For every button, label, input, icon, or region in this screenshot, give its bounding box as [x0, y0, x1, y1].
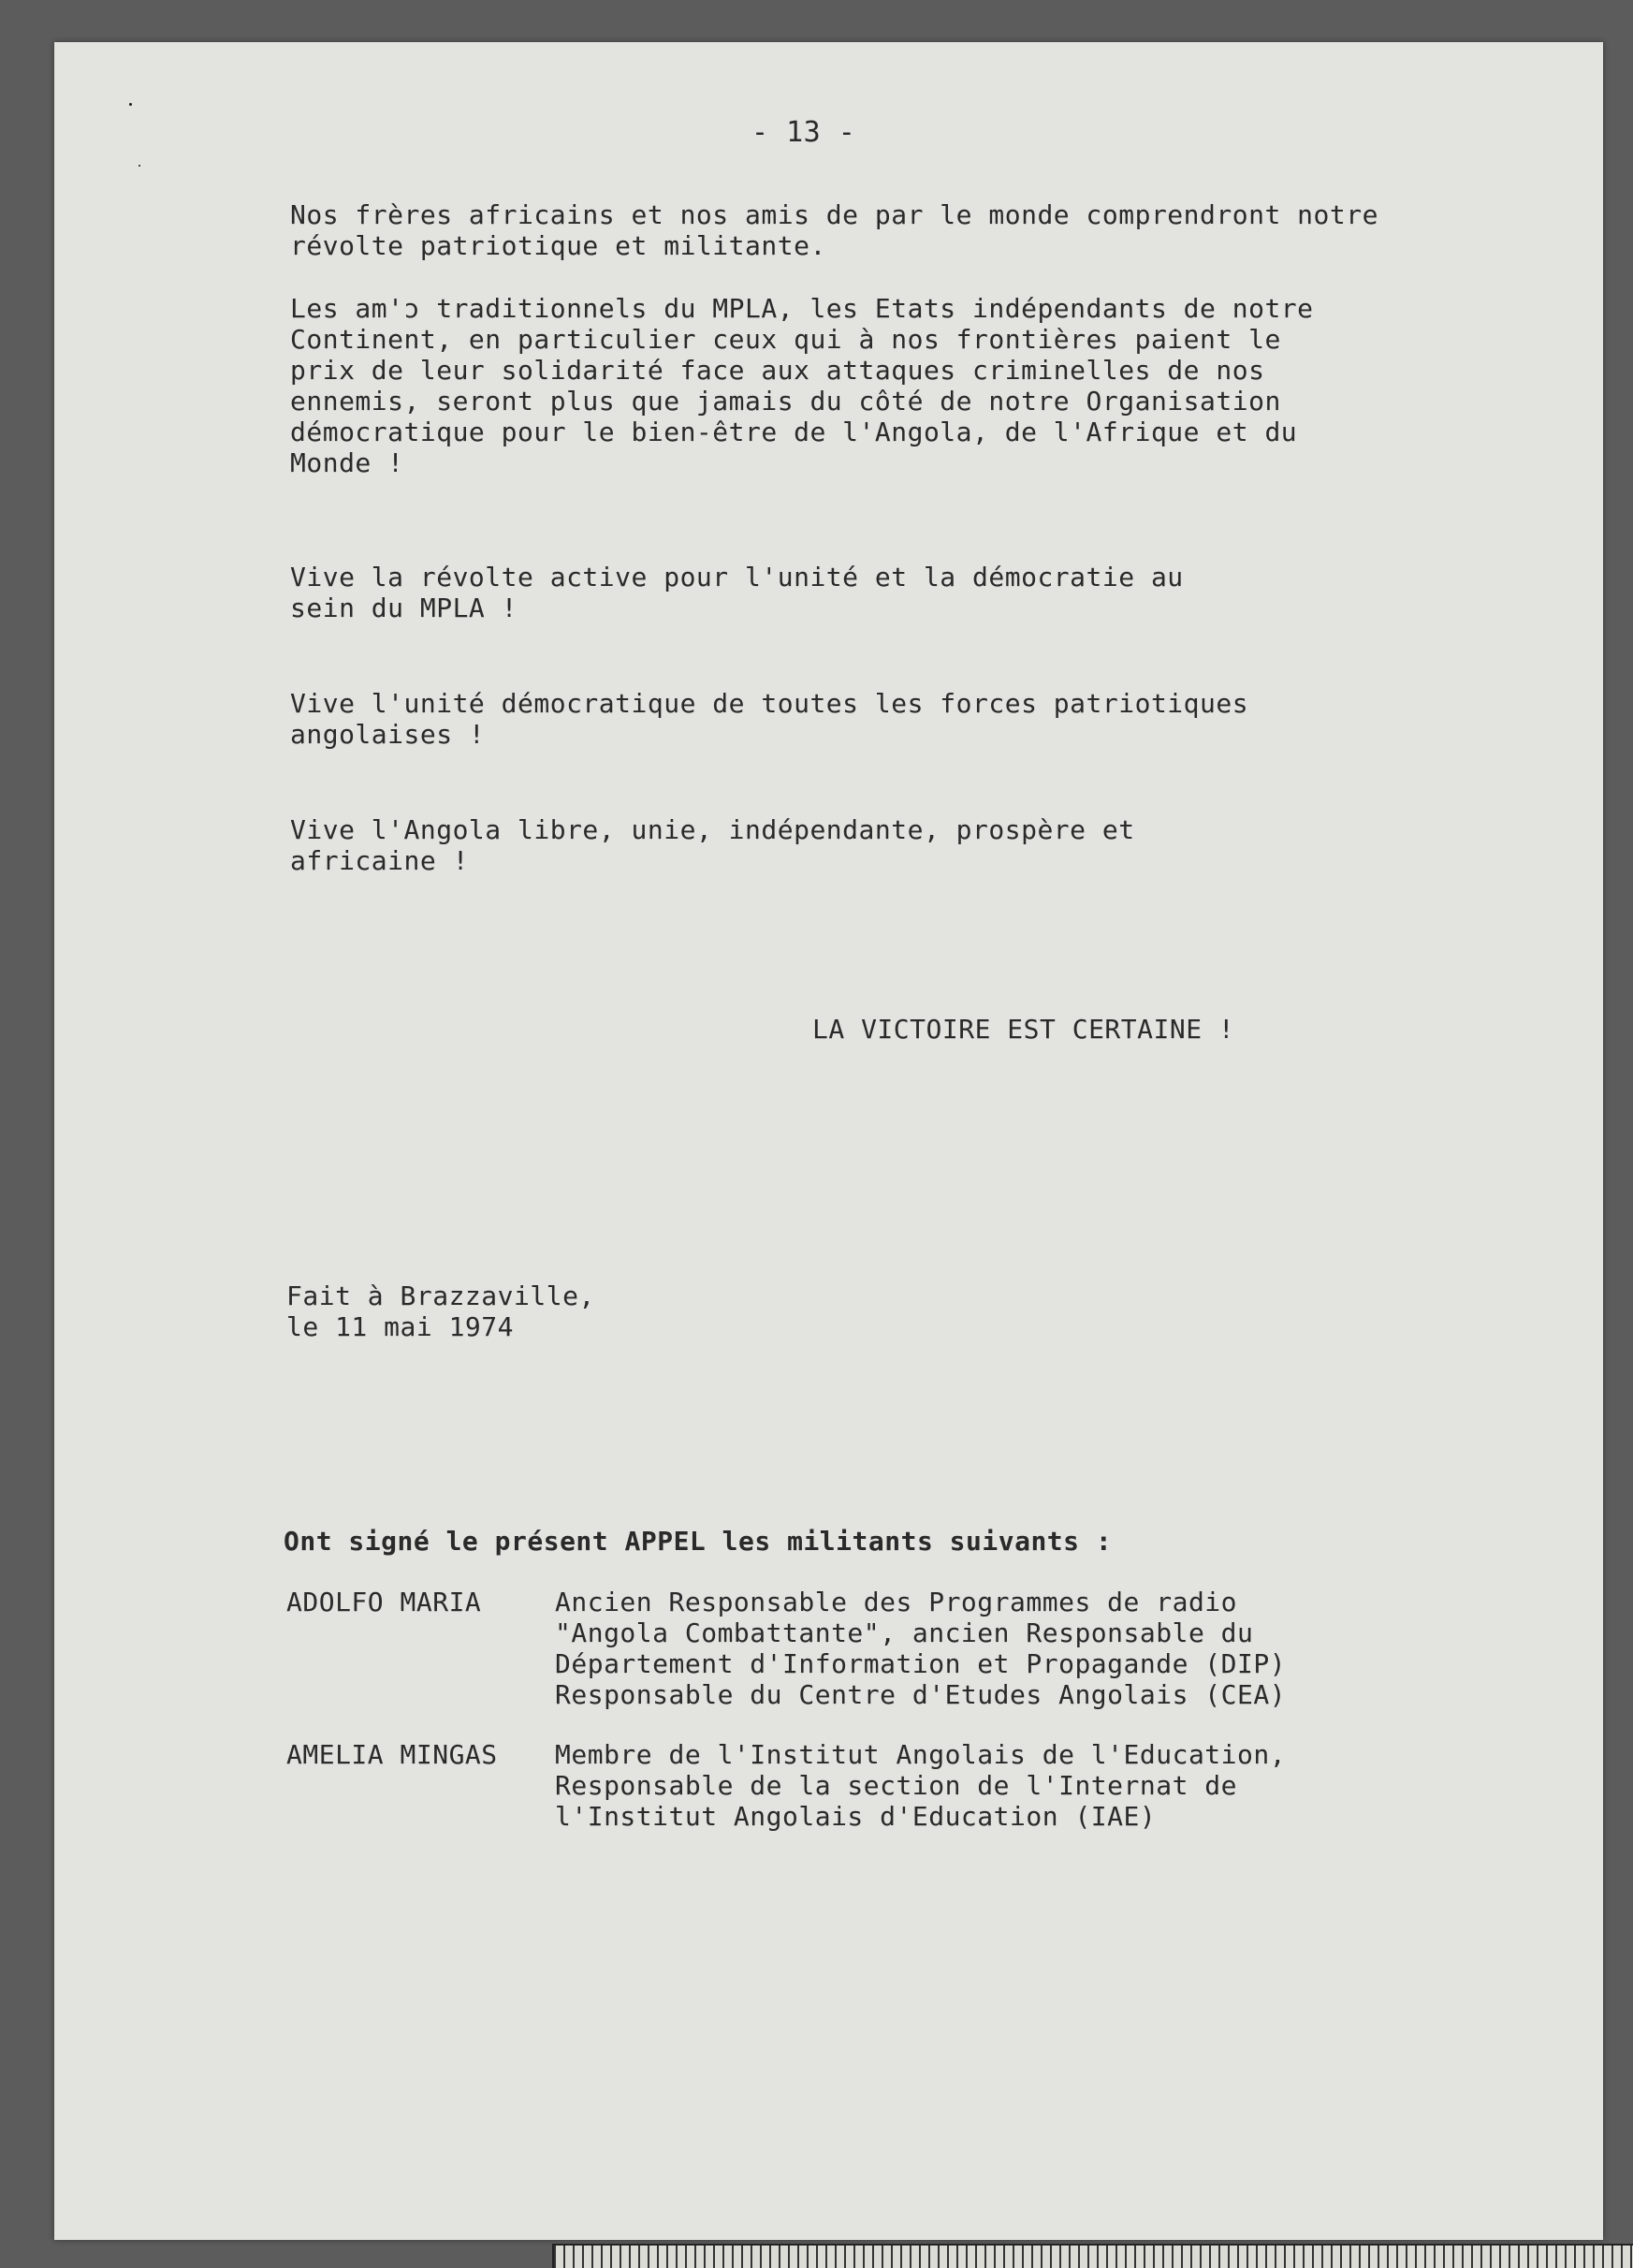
signatory-role: Membre de l'Institut Angolais de l'Education, Responsable de la section de l'Internat de l'Institut Angolais d'Education (IAE) — [555, 1739, 1287, 1832]
signatory-name: AMELIA MINGAS — [286, 1739, 498, 1770]
paragraph-traditional-friends: Les am'ɔ traditionnels du MPLA, les Etats indépendants de notre Continent, en particulier ceux qui à nos frontières paient le prix de leur solidarité face aux attaques criminelles de nos ennemis, seront plus que jamais du côté de notre Organisation démocratique pour le bien-être de l'Angola, de l'Afrique et du Monde ! — [290, 293, 1314, 478]
victory-line: LA VICTOIRE EST CERTAINE ! — [812, 1014, 1235, 1045]
signatory-role: Ancien Responsable des Programmes de radio "Angola Combattante", ancien Responsable du Département d'Information et Propagande (DIP) Responsable du Centre d'Etudes Angolais (CEA) — [555, 1587, 1287, 1710]
document-page — [54, 42, 1603, 2240]
scan-speck — [129, 103, 132, 106]
signatory-name: ADOLFO MARIA — [286, 1587, 482, 1617]
slogan-angola: Vive l'Angola libre, unie, indépendante, prospère et africaine ! — [290, 814, 1135, 876]
scan-ruler — [552, 2244, 1633, 2268]
slogan-unity: Vive l'unité démocratique de toutes les forces patriotiques angolaises ! — [290, 688, 1249, 750]
scan-speck — [139, 165, 140, 167]
slogan-revolt: Vive la révolte active pour l'unité et la démocratie au sein du MPLA ! — [290, 562, 1184, 623]
paragraph-solidarity: Nos frères africains et nos amis de par le monde comprendront notre révolte patriotique et militante. — [290, 199, 1378, 261]
signatories-heading: Ont signé le présent APPEL les militants suivants : — [284, 1526, 1113, 1557]
page-number: - 13 - — [751, 116, 856, 149]
place-and-date: Fait à Brazzaville, le 11 mai 1974 — [286, 1280, 595, 1342]
